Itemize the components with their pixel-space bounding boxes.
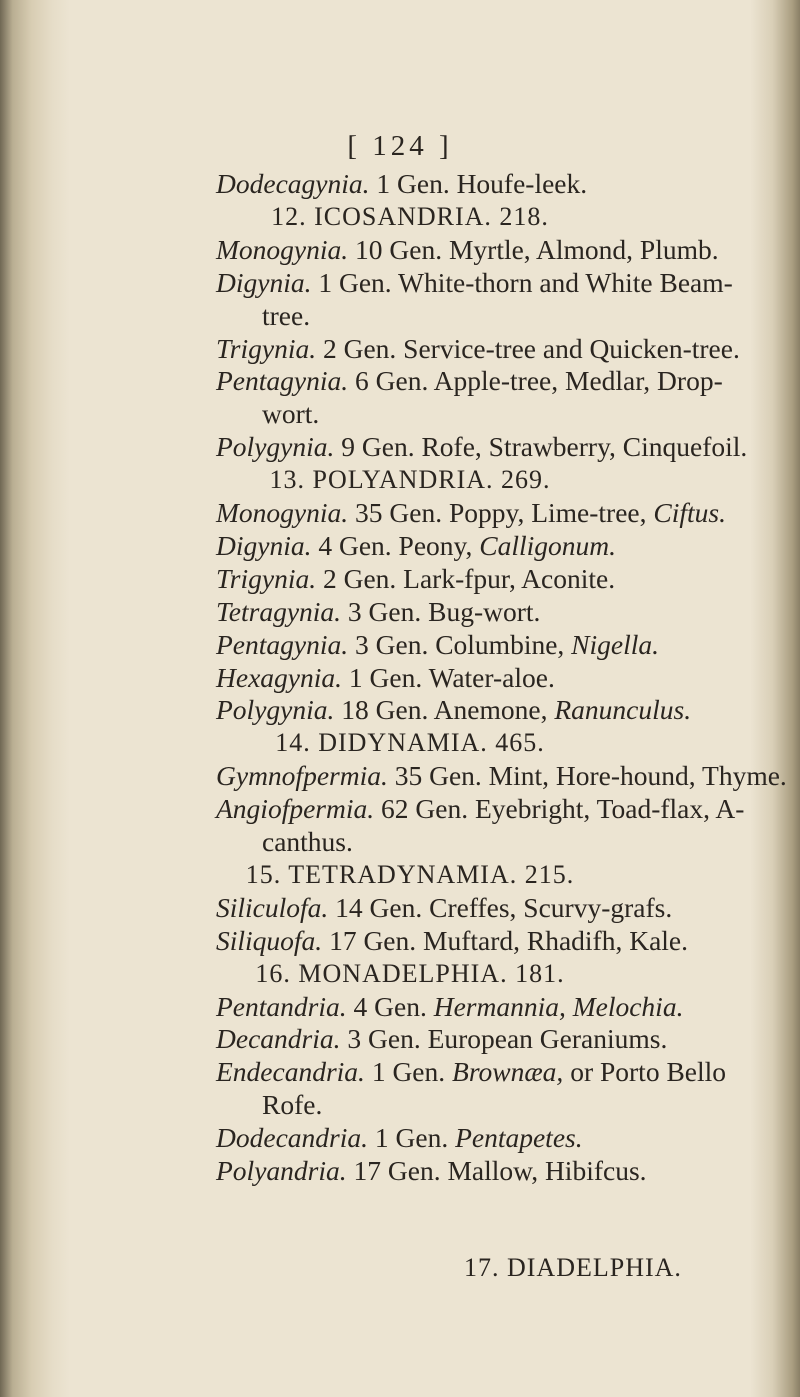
entry-text: 14. DIDYNAMIA. 465.	[275, 728, 545, 757]
order-entry	[216, 1023, 667, 1055]
order-name: Angiofpermia.	[216, 793, 375, 824]
order-entry	[216, 234, 719, 266]
order-name: Hexagynia.	[216, 662, 342, 693]
order-entry	[216, 365, 723, 397]
order-entry	[216, 596, 540, 628]
class-heading	[0, 958, 800, 990]
order-name: Polygynia.	[216, 694, 335, 725]
entry-tail: or Porto Bello	[563, 1056, 727, 1087]
genus-name: Hermannia, Melochia.	[433, 991, 684, 1022]
genus-name: Ciftus.	[653, 497, 726, 528]
order-name: Monogynia.	[216, 234, 349, 265]
class-heading	[0, 727, 800, 759]
order-name: Endecandria.	[216, 1056, 365, 1087]
genus-name: Nigella.	[571, 629, 660, 660]
order-name: Pentagynia.	[216, 629, 349, 660]
order-entry	[216, 530, 616, 562]
entry-text: 35 Gen. Poppy, Lime-tree,	[348, 497, 654, 528]
entry-text: 2 Gen. Lark-fpur, Aconite.	[316, 563, 616, 594]
order-name: Dodecandria.	[216, 1122, 368, 1153]
catchword: 17. DIADELPHIA.	[464, 1253, 682, 1282]
genus-name: Calligonum.	[479, 530, 617, 561]
order-entry	[216, 1056, 726, 1088]
order-name: Dodecagynia.	[216, 168, 370, 199]
order-name: Siliculofa.	[216, 892, 329, 923]
entry-text: 3 Gen. European Geraniums.	[340, 1023, 668, 1054]
entry-text: wort.	[262, 398, 320, 429]
order-name: Monogynia.	[216, 497, 349, 528]
order-entry	[216, 760, 787, 792]
order-name: Pentandria.	[216, 991, 347, 1022]
entry-text: 4 Gen.	[346, 991, 434, 1022]
order-entry	[216, 333, 740, 365]
order-entry	[216, 694, 691, 726]
genus-name: Pentapetes.	[455, 1122, 583, 1153]
entry-text: 6 Gen. Apple-tree, Medlar, Drop-	[348, 365, 723, 396]
order-entry	[216, 629, 659, 661]
entry-text: 2 Gen. Service-tree and Quicken-tree.	[316, 333, 740, 364]
order-name: Decandria.	[216, 1023, 341, 1054]
entry-text: 1 Gen. Water-aloe.	[342, 662, 555, 693]
order-entry	[216, 431, 747, 463]
order-name: Trigynia.	[216, 563, 317, 594]
entry-text: 9 Gen. Rofe, Strawberry, Cinquefoil.	[334, 431, 748, 462]
entry-text: Rofe.	[262, 1089, 323, 1120]
entry-text: 10 Gen. Myrtle, Almond, Plumb.	[348, 234, 719, 265]
entry-text: 3 Gen. Bug-wort.	[341, 596, 541, 627]
entry-text: 4 Gen. Peony,	[311, 530, 480, 561]
entry-text: 12. ICOSANDRIA. 218.	[271, 202, 549, 231]
order-name: Polyandria.	[216, 1155, 347, 1186]
entry-text: 16. MONADELPHIA. 181.	[255, 959, 565, 988]
entry-text: 17 Gen. Muftard, Rhadifh, Kale.	[322, 925, 688, 956]
entry-continuation	[262, 826, 353, 858]
page-number: [ 124 ]	[347, 130, 453, 162]
entry-continuation	[262, 300, 310, 332]
order-name: Digynia.	[216, 530, 312, 561]
order-entry	[216, 925, 688, 957]
order-entry	[216, 497, 726, 529]
order-entry	[216, 1155, 647, 1187]
class-heading	[0, 859, 800, 891]
entry-text: 1 Gen. Houfe-leek.	[369, 168, 588, 199]
entry-text: 17 Gen. Mallow, Hibifcus.	[346, 1155, 647, 1186]
entry-text: 14 Gen. Creffes, Scurvy-grafs.	[328, 892, 673, 923]
order-entry	[216, 662, 555, 694]
order-entry	[216, 267, 733, 299]
genus-name: Brownæa,	[452, 1056, 564, 1087]
order-entry	[216, 991, 683, 1023]
class-heading	[0, 201, 800, 233]
order-name: Polygynia.	[216, 431, 335, 462]
order-name: Tetragynia.	[216, 596, 342, 627]
order-entry	[216, 793, 744, 825]
entry-text: 15. TETRADYNAMIA. 215.	[245, 860, 575, 889]
order-name: Digynia.	[216, 267, 312, 298]
order-entry	[216, 563, 615, 595]
entry-continuation	[262, 1089, 322, 1121]
order-entry	[216, 1122, 583, 1154]
entry-text: 35 Gen. Mint, Hore-hound, Thyme.	[387, 760, 787, 791]
order-name: Gymnofpermia.	[216, 760, 388, 791]
entry-text: 3 Gen. Columbine,	[348, 629, 572, 660]
entry-text: canthus.	[262, 826, 353, 857]
entry-text: 18 Gen. Anemone,	[334, 694, 555, 725]
class-heading	[0, 464, 800, 496]
order-entry	[216, 892, 672, 924]
order-name: Siliquofa.	[216, 925, 323, 956]
genus-name: Ranunculus.	[554, 694, 692, 725]
order-name: Pentagynia.	[216, 365, 349, 396]
order-name: Trigynia.	[216, 333, 317, 364]
entry-text: 1 Gen.	[368, 1122, 456, 1153]
entry-text: 62 Gen. Eyebright, Toad-flax, A-	[374, 793, 745, 824]
entry-text: 1 Gen.	[364, 1056, 453, 1087]
entry-text: 13. POLYANDRIA. 269.	[269, 465, 551, 494]
order-entry	[216, 168, 587, 200]
entry-continuation	[262, 398, 319, 430]
entry-text: tree.	[262, 300, 311, 331]
entry-text: 1 Gen. White-thorn and White Beam-	[311, 267, 733, 298]
